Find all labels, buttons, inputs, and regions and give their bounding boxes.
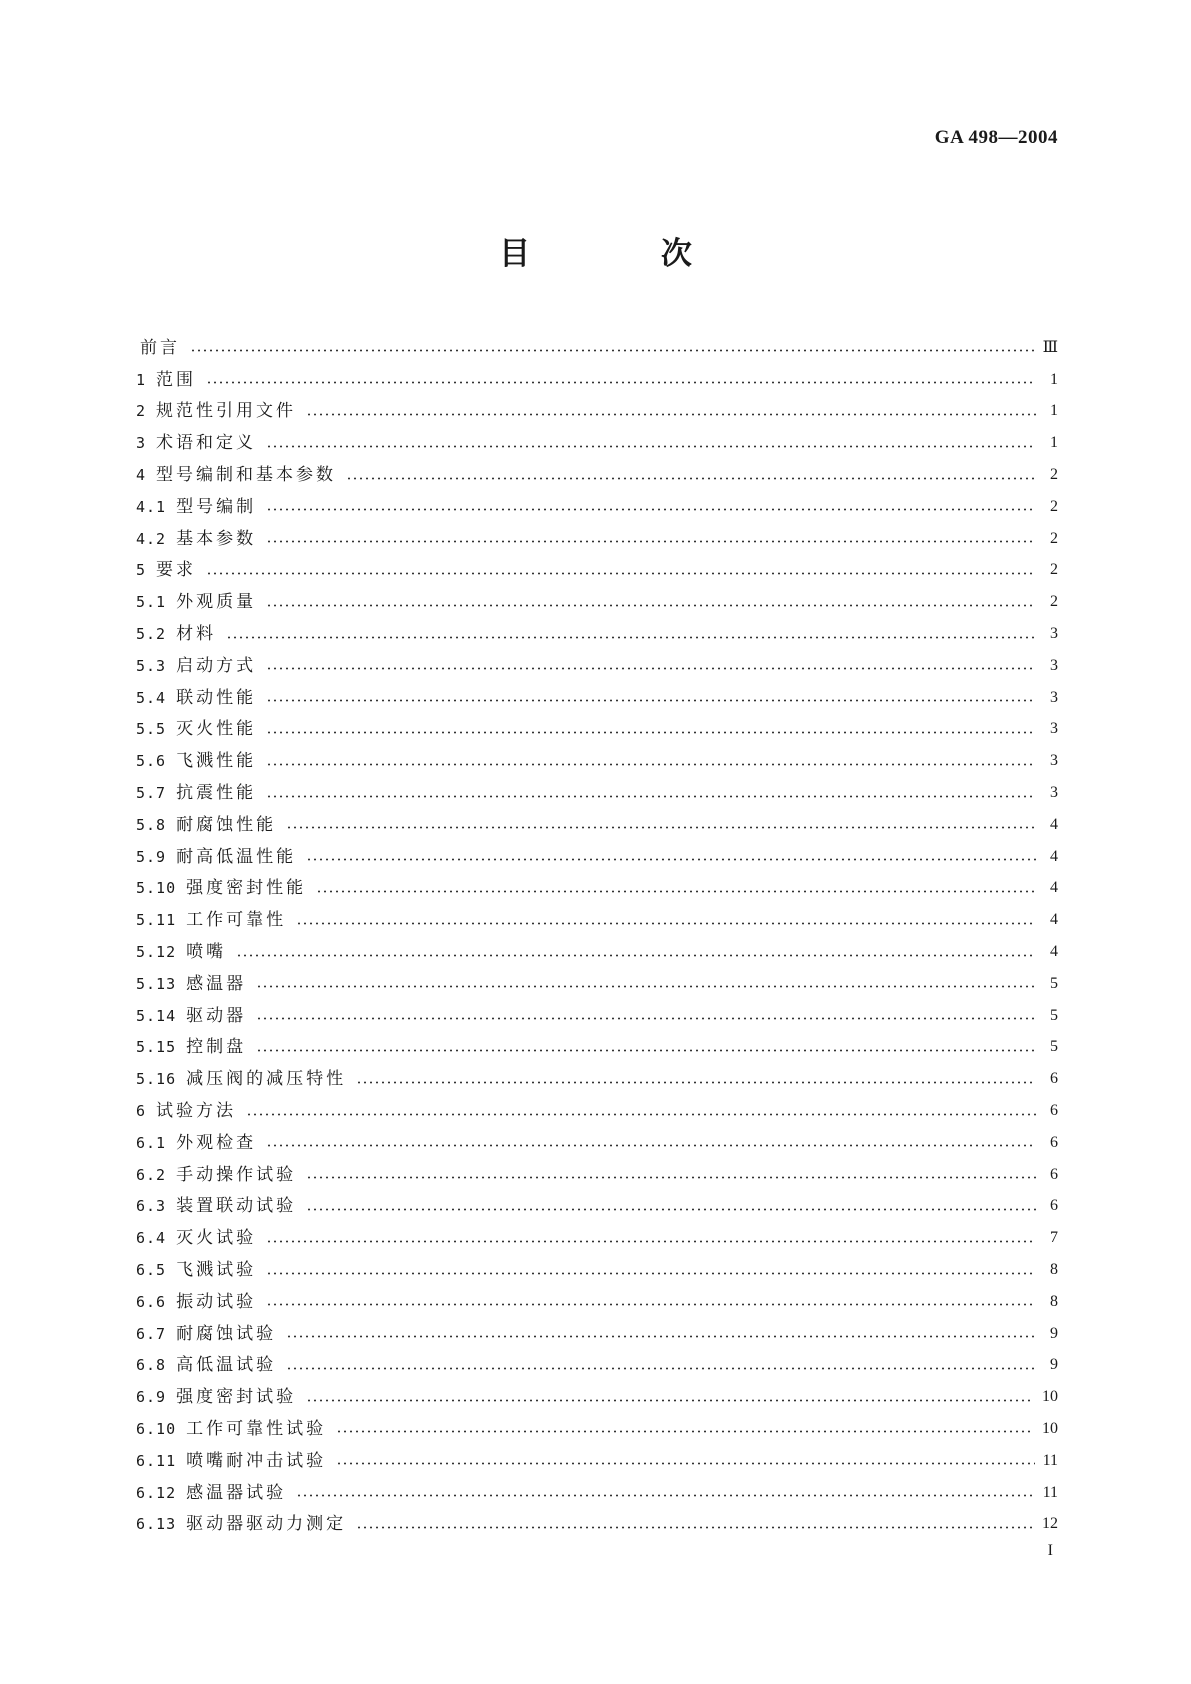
toc-entry-number: 4.2: [136, 529, 167, 548]
toc-entry-page: 1: [1050, 402, 1058, 420]
toc-entry-page: 4: [1050, 847, 1058, 865]
toc-leader-dots: [296, 922, 1036, 925]
toc-entry-number: 6.12: [136, 1483, 177, 1502]
toc-entry[interactable]: [136, 1254, 1058, 1286]
toc-entry-title: 手动操作试验: [176, 1164, 297, 1185]
toc-entry-title: 喷嘴: [186, 942, 227, 963]
toc-leader-dots: [316, 890, 1036, 893]
toc-entry[interactable]: [136, 1413, 1058, 1445]
toc-leader-dots: [256, 1017, 1036, 1020]
toc-entry-title: 耐腐蚀性能: [176, 814, 277, 835]
toc-entry-page: 3: [1050, 625, 1058, 643]
toc-entry[interactable]: [136, 841, 1058, 873]
toc-entry[interactable]: [136, 777, 1058, 809]
toc-entry[interactable]: [136, 745, 1058, 777]
toc-entry-page: 6: [1050, 1197, 1058, 1215]
toc-entry-title: 减压阀的减压特性: [186, 1069, 347, 1090]
toc-leader-dots: [266, 763, 1036, 766]
toc-entry-page: 11: [1042, 1483, 1058, 1501]
toc-entry[interactable]: [136, 1318, 1058, 1350]
toc-entry-number: 5.11: [136, 911, 177, 930]
toc-entry-number: 6.1: [136, 1133, 167, 1152]
toc-entry-page: 2: [1050, 497, 1058, 515]
toc-leader-dots: [190, 349, 1035, 352]
toc-leader-dots: [306, 1208, 1036, 1211]
page-title: 目 次: [499, 236, 752, 272]
toc-entry[interactable]: [136, 936, 1058, 968]
toc-leader-dots: [336, 1462, 1034, 1465]
toc-entry-number: 6.8: [136, 1356, 167, 1375]
toc-entry-page: 2: [1050, 529, 1058, 547]
toc-entry-page: 6: [1050, 1070, 1058, 1088]
toc-entry-page: 4: [1050, 943, 1058, 961]
toc-leader-dots: [266, 540, 1036, 543]
toc-entry-number: 5.8: [136, 815, 167, 834]
toc-entry-title: 驱动器驱动力测定: [186, 1514, 347, 1535]
toc-entry-number: 5.3: [136, 656, 167, 675]
toc-leader-dots: [266, 1272, 1036, 1275]
document-code: GA 498—2004: [934, 127, 1058, 148]
toc-leader-dots: [266, 445, 1036, 448]
toc-entry-page: 9: [1050, 1324, 1058, 1342]
toc-entry-page: 1: [1050, 370, 1058, 388]
toc-entry-title: 飞溅试验: [176, 1260, 257, 1280]
toc-entry[interactable]: [136, 364, 1058, 396]
toc-entry-page: 2: [1050, 466, 1058, 484]
toc-entry-number: 5: [136, 561, 147, 580]
toc-entry-page: 7: [1050, 1229, 1058, 1247]
toc-entry-title: 外观质量: [176, 592, 257, 613]
toc-entry-number: 3: [136, 434, 147, 453]
toc-leader-dots: [286, 1335, 1036, 1338]
toc-entry[interactable]: [136, 968, 1058, 1000]
toc-entry[interactable]: [136, 1191, 1058, 1223]
toc-entry-title: 高低温试验: [176, 1355, 277, 1376]
toc-entry-title: 型号编制: [176, 496, 257, 517]
toc-entry[interactable]: [136, 682, 1058, 714]
toc-entry-page: 6: [1050, 1102, 1058, 1120]
toc-leader-dots: [206, 381, 1036, 384]
toc-entry-page: 10: [1042, 1419, 1058, 1437]
toc-entry-page: 3: [1050, 688, 1058, 706]
toc-leader-dots: [266, 508, 1036, 511]
toc-entry-title: 抗震性能: [176, 783, 257, 804]
toc-entry-number: 5.12: [136, 943, 177, 962]
toc-entry[interactable]: [136, 1286, 1058, 1318]
toc-leader-dots: [236, 954, 1036, 957]
toc-entry[interactable]: [136, 650, 1058, 682]
toc-entry-page: 3: [1050, 784, 1058, 802]
toc-leader-dots: [266, 1144, 1036, 1147]
toc-entry-number: 6.7: [136, 1324, 167, 1343]
toc-leader-dots: [266, 1303, 1036, 1306]
toc-leader-dots: [266, 795, 1036, 798]
toc-entry[interactable]: [136, 396, 1058, 428]
toc-entry-title: 灭火试验: [176, 1228, 257, 1249]
toc-leader-dots: [286, 826, 1036, 829]
toc-entry-page: 6: [1050, 1133, 1058, 1151]
toc-entry-page: 5: [1050, 1038, 1058, 1056]
toc-entry-number: 5.5: [136, 720, 167, 739]
toc-entry-title: 外观检查: [176, 1132, 257, 1153]
toc-entry[interactable]: [136, 555, 1058, 587]
toc-entry-number: 5.7: [136, 784, 167, 803]
toc-entry-number: 4.1: [136, 497, 167, 516]
toc-entry[interactable]: [136, 459, 1058, 491]
toc-entry-title: 控制盘: [186, 1037, 247, 1058]
toc-leader-dots: [356, 1526, 1034, 1529]
toc-entry-number: 5.10: [136, 879, 177, 898]
toc-entry-number: 5.6: [136, 752, 167, 771]
toc-entry-page: 9: [1050, 1356, 1058, 1374]
toc-leader-dots: [206, 572, 1036, 575]
toc-entry-title: 要求: [156, 560, 197, 581]
toc-entry[interactable]: [136, 1222, 1058, 1254]
toc-entry[interactable]: [136, 332, 1058, 364]
toc-entry-title: 驱动器: [186, 1005, 247, 1026]
toc-entry-number: 5.4: [136, 688, 167, 707]
toc-leader-dots: [266, 604, 1036, 607]
toc-entry-number: 4: [136, 466, 147, 485]
toc-entry-number: 5.14: [136, 1006, 177, 1025]
toc-entry-title: 规范性引用文件: [156, 401, 297, 422]
toc-entry[interactable]: [136, 873, 1058, 905]
toc-entry-title: 装置联动试验: [176, 1196, 297, 1217]
toc-entry-title: 工作可靠性: [186, 910, 287, 931]
toc-entry-page: 3: [1050, 720, 1058, 738]
toc-entry-title: 耐高低温性能: [176, 846, 297, 867]
toc-entry-title: 联动性能: [176, 687, 257, 708]
toc-entry-title: 强度密封试验: [176, 1387, 297, 1408]
toc-leader-dots: [306, 413, 1036, 416]
toc-entry-title: 型号编制和基本参数: [156, 465, 337, 486]
toc-entry-title: 飞溅性能: [176, 751, 257, 772]
toc-entry-number: 5.9: [136, 847, 167, 866]
toc-entry-number: 6.11: [136, 1451, 177, 1470]
toc-entry-page: 6: [1050, 1165, 1058, 1183]
toc-entry-page: 4: [1050, 815, 1058, 833]
toc-leader-dots: [356, 1081, 1036, 1084]
toc-entry-number: 6.9: [136, 1388, 167, 1407]
toc-entry-number: 6.10: [136, 1419, 177, 1438]
toc-entry-page: 11: [1042, 1451, 1058, 1469]
toc-entry[interactable]: [136, 427, 1058, 459]
toc-entry-page: 2: [1050, 593, 1058, 611]
toc-entry[interactable]: [136, 1445, 1058, 1477]
toc-entry-number: 6.6: [136, 1292, 167, 1311]
toc-entry[interactable]: [136, 618, 1058, 650]
toc-entry-page: Ⅲ: [1042, 338, 1058, 356]
toc-entry-title: 感温器试验: [186, 1482, 287, 1503]
toc-entry[interactable]: [136, 904, 1058, 936]
toc-entry[interactable]: [136, 809, 1058, 841]
toc-entry[interactable]: [136, 1063, 1058, 1095]
toc-leader-dots: [286, 1367, 1036, 1370]
toc-entry-title: 感温器: [186, 973, 247, 994]
toc-entry-number: 2: [136, 402, 147, 421]
toc-entry-title: 范围: [156, 369, 197, 390]
toc-entry-title: 试验方法: [156, 1101, 237, 1122]
toc-entry-title: 灭火性能: [176, 719, 257, 740]
toc-entry[interactable]: [136, 714, 1058, 746]
toc-leader-dots: [256, 985, 1036, 988]
toc-leader-dots: [266, 1240, 1036, 1243]
toc-entry-page: 1: [1050, 434, 1058, 452]
toc-entry-page: 4: [1050, 879, 1058, 897]
toc-entry-number: 6.4: [136, 1229, 167, 1248]
toc-entry-number: 5.16: [136, 1070, 177, 1089]
toc-entry[interactable]: [136, 1350, 1058, 1382]
toc-entry-number: 6.2: [136, 1165, 167, 1184]
toc-leader-dots: [306, 1176, 1036, 1179]
toc-entry[interactable]: [136, 523, 1058, 555]
toc-entry[interactable]: [136, 1159, 1058, 1191]
toc-entry-page: 8: [1050, 1261, 1058, 1278]
toc-entry[interactable]: [136, 1477, 1058, 1509]
toc-entry-title: 术语和定义: [156, 433, 257, 454]
toc-leader-dots: [256, 1049, 1036, 1052]
toc-leader-dots: [296, 1494, 1034, 1497]
toc-entry[interactable]: [136, 586, 1058, 618]
toc-entry[interactable]: [136, 1508, 1058, 1540]
toc-leader-dots: [306, 1399, 1034, 1402]
toc-entry-title: 前言: [140, 337, 180, 358]
toc-entry-page: 2: [1050, 561, 1058, 579]
toc-leader-dots: [346, 477, 1036, 480]
toc-leader-dots: [246, 1113, 1036, 1116]
toc-entry-number: 6.3: [136, 1197, 167, 1216]
toc-entry-page: 5: [1050, 974, 1058, 992]
toc-entry[interactable]: [136, 1381, 1058, 1413]
toc-entry-title: 喷嘴耐冲击试验: [186, 1450, 327, 1471]
toc-leader-dots: [266, 667, 1036, 670]
toc-entry-number: 1: [136, 370, 147, 389]
toc-entry-number: 6: [136, 1102, 147, 1121]
toc-entry-title: 材料: [176, 624, 217, 645]
table-of-contents: [136, 332, 1058, 1540]
toc-entry-number: 6.13: [136, 1515, 177, 1534]
toc-entry[interactable]: [136, 1032, 1058, 1064]
toc-entry[interactable]: [136, 1127, 1058, 1159]
toc-leader-dots: [226, 636, 1036, 639]
page-folio: I: [1047, 1542, 1053, 1559]
toc-entry-page: 12: [1042, 1515, 1058, 1533]
toc-entry-title: 启动方式: [176, 655, 257, 676]
toc-entry[interactable]: [136, 1095, 1058, 1127]
toc-entry[interactable]: [136, 1000, 1058, 1032]
toc-entry-number: 5.2: [136, 625, 167, 644]
toc-entry-title: 基本参数: [176, 528, 257, 549]
toc-entry-page: 3: [1050, 752, 1058, 770]
toc-entry-number: 5.13: [136, 974, 177, 993]
toc-entry-title: 振动试验: [176, 1291, 257, 1312]
toc-entry-number: 6.5: [136, 1261, 167, 1279]
toc-entry-page: 5: [1050, 1006, 1058, 1024]
toc-entry[interactable]: [136, 491, 1058, 523]
toc-entry-page: 3: [1050, 656, 1058, 674]
toc-entry-title: 强度密封性能: [186, 878, 307, 899]
toc-leader-dots: [266, 731, 1036, 734]
toc-leader-dots: [306, 858, 1036, 861]
toc-entry-page: 4: [1050, 911, 1058, 929]
toc-leader-dots: [266, 699, 1036, 702]
toc-entry-title: 工作可靠性试验: [186, 1418, 327, 1439]
toc-entry-number: 5.1: [136, 593, 167, 612]
toc-leader-dots: [336, 1430, 1034, 1433]
toc-entry-page: 10: [1042, 1388, 1058, 1406]
toc-entry-title: 耐腐蚀试验: [176, 1323, 277, 1344]
toc-entry-page: 8: [1050, 1292, 1058, 1310]
toc-entry-number: 5.15: [136, 1038, 177, 1057]
